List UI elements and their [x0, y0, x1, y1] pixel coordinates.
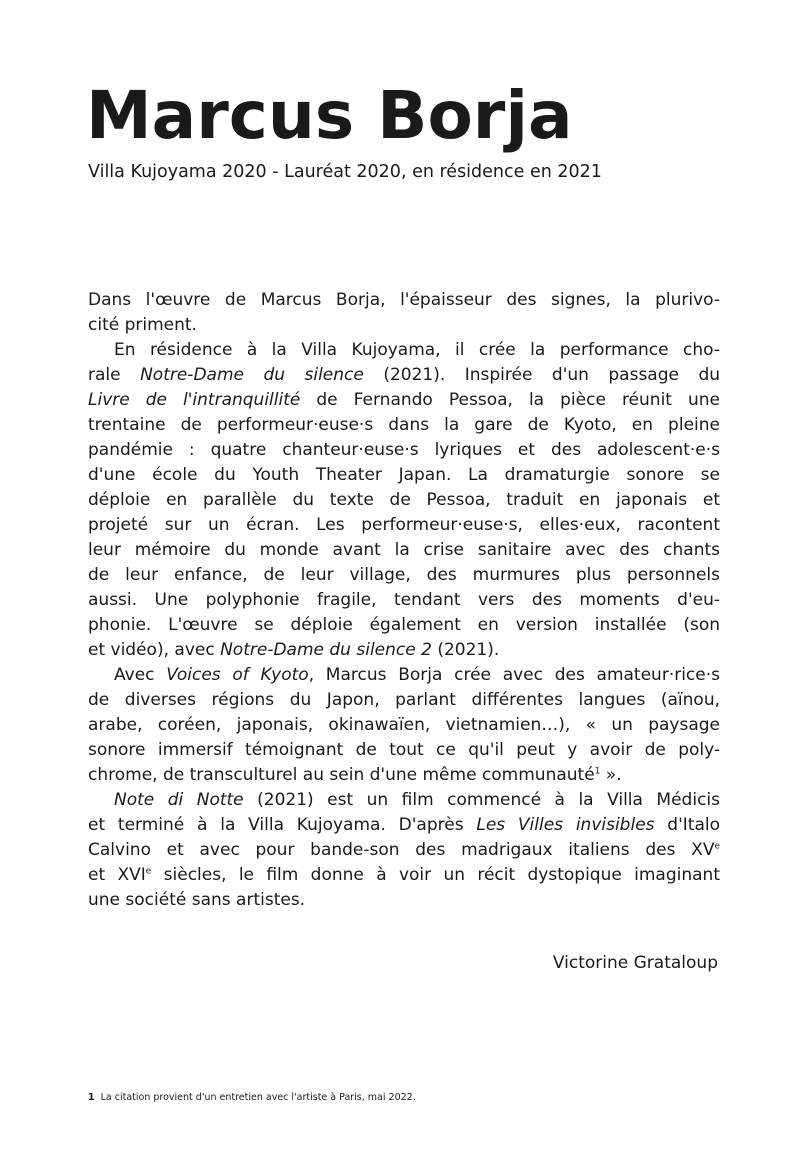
paragraph — [88, 338, 720, 663]
text-line: Calvino et avec pour bande-son des madrigaux italiens des XVe — [88, 840, 720, 860]
text-line: En résidence à la Villa Kujoyama, il crée la performance cho- — [114, 340, 720, 360]
text-line: une société sans artistes. — [88, 890, 306, 910]
text-line: leur mémoire du monde avant la crise sanitaire avec des chants — [88, 540, 720, 560]
text-line: pandémie : quatre chanteur·euse·s lyriques et des adolescent·e·s — [88, 440, 720, 460]
italic-title: Notre-Dame du silence — [140, 365, 364, 385]
text-line: et XVIe siècles, le film donne à voir un récit dystopique imaginant — [88, 865, 720, 885]
text-line: et terminé à la Villa Kujoyama. D'après Les Villes invisibles d'Italo — [88, 815, 720, 835]
text-line: rale Notre-Dame du silence (2021). Inspirée d'un passage du — [88, 365, 721, 385]
text-line: cité priment. — [88, 315, 197, 335]
paragraph — [88, 788, 720, 913]
text-line: déploie en parallèle du texte de Pessoa, traduit en japonais et — [88, 490, 720, 510]
italic-title: Les Villes invisibles — [476, 815, 655, 835]
text-line: arabe, coréen, japonais, okinawaïen, vietnamien…), « un paysage — [88, 715, 720, 735]
italic-title: Note di Notte — [114, 790, 244, 810]
text-line: de leur enfance, de leur village, des murmures plus personnels — [88, 565, 720, 585]
text-line: Avec Voices of Kyoto, Marcus Borja crée avec des amateur·rice·s — [114, 665, 720, 685]
text-line: chrome, de transculturel au sein d'une même communauté$^1$ ». — [88, 765, 622, 785]
superscript: 1 — [594, 766, 601, 777]
footnote — [88, 1091, 416, 1105]
subtitle: Villa Kujoyama 2020 - Lauréat 2020, en résidence en 2021 — [88, 162, 602, 182]
footnote-text: La citation provient d'un entretien avec l'artiste à Paris, mai 2022. — [100, 1092, 416, 1103]
footnote-number: 1 — [88, 1092, 95, 1103]
text-line: Livre de l'intranquillité de Fernando Pessoa, la pièce réunit une — [88, 390, 720, 410]
paragraph — [88, 288, 720, 338]
text-line: sonore immersif témoignant de tout ce qu'il peut y avoir de poly- — [88, 740, 720, 760]
text-line: trentaine de performeur·euse·s dans la gare de Kyoto, en pleine — [88, 415, 720, 435]
text-line: d'une école du Youth Theater Japan. La dramaturgie sonore se — [88, 465, 720, 485]
paragraph — [88, 663, 720, 788]
text-line: Dans l'œuvre de Marcus Borja, l'épaisseur des signes, la plurivo- — [88, 290, 720, 310]
superscript: e — [145, 866, 152, 877]
superscript: e — [714, 841, 720, 852]
text-line: projeté sur un écran. Les performeur·euse·s, elles·eux, racontent — [88, 515, 720, 535]
author-signature: Victorine Grataloup — [552, 953, 718, 973]
italic-title: Livre de l'intranquillité — [88, 390, 301, 410]
text-line: Note di Notte (2021) est un film commencé à la Villa Médicis — [114, 790, 720, 810]
text-line: phonie. L'œuvre se déploie également en version installée (son — [88, 615, 720, 635]
article-body — [88, 288, 720, 913]
text-line: et vidéo), avec Notre-Dame du silence 2 (2021). — [88, 640, 500, 660]
italic-title: Notre-Dame du silence 2 — [220, 640, 432, 660]
page-title: Marcus Borja — [86, 77, 573, 154]
italic-title: Voices of Kyoto — [166, 665, 309, 685]
text-line: de diverses régions du Japon, parlant différentes langues (aïnou, — [88, 690, 720, 710]
text-line: aussi. Une polyphonie fragile, tendant vers des moments d'eu- — [88, 590, 720, 610]
